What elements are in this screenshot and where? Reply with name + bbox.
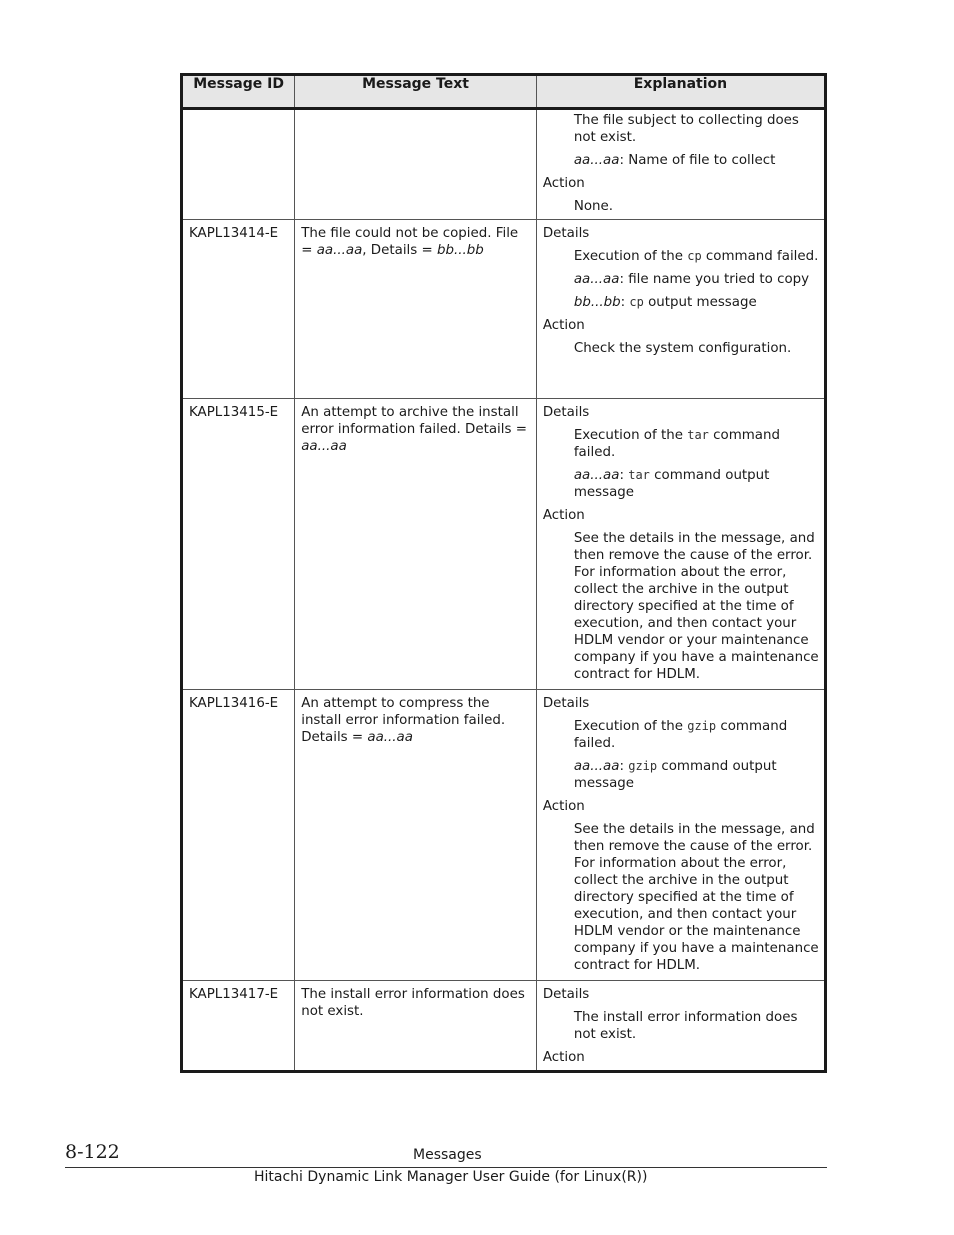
details-label: Details	[542, 696, 590, 711]
details-label: Details	[542, 226, 590, 241]
table-row	[182, 220, 826, 399]
explanation-cell	[536, 981, 825, 1072]
action-label: Action	[542, 1050, 585, 1065]
message-id-cell: KAPL13417-E	[182, 981, 295, 1072]
footer-section-title: Messages	[413, 1147, 482, 1163]
table-row	[182, 399, 826, 690]
page-number: 8-122	[65, 1141, 120, 1163]
table-row	[182, 109, 826, 220]
action-label: Action	[542, 318, 585, 333]
message-id-cell: KAPL13415-E	[182, 399, 295, 690]
explanation-line: Check the system configuration.	[573, 341, 792, 356]
message-text-cell: An attempt to compress the install error information failed. Details = aa...aa	[295, 690, 537, 981]
message-id-cell: KAPL13416-E	[182, 690, 295, 981]
action-label: Action	[542, 176, 585, 191]
explanation-line: bb...bb: cp output message	[573, 295, 757, 310]
table-header-row	[182, 75, 826, 109]
action-label: Action	[542, 508, 585, 523]
explanation-line: None.	[573, 199, 614, 214]
message-text-cell: The install error information does not exist.	[295, 981, 537, 1072]
message-id-cell: KAPL13414-E	[182, 220, 295, 399]
explanation-cell	[536, 690, 825, 981]
footer-guide-title: Hitachi Dynamic Link Manager User Guide (for Linux(R))	[254, 1169, 648, 1185]
table-row	[182, 690, 826, 981]
explanation-line: aa...aa: file name you tried to copy	[573, 272, 810, 287]
explanation-line: aa...aa: gzip command output message	[573, 759, 777, 791]
message-id-cell	[182, 109, 295, 220]
table-row	[182, 981, 826, 1072]
explanation-line: Execution of the tar command failed.	[573, 428, 780, 460]
message-text-cell: The file could not be copied. File = aa...aa, Details = bb...bb	[295, 220, 537, 399]
footer-divider	[65, 1167, 827, 1168]
details-label: Details	[542, 405, 590, 420]
explanation-line: Execution of the cp command failed.	[573, 249, 819, 264]
explanation-cell	[536, 399, 825, 690]
explanation-cell	[536, 220, 825, 399]
action-label: Action	[542, 799, 585, 814]
explanation-line: aa...aa: Name of file to collect	[573, 153, 776, 168]
header-explanation: Explanation	[536, 75, 825, 109]
explanation-line: See the details in the message, and then remove the cause of the error. For information about the error, collect the archive in the output directory specified at the time of execution, and then contact your HDLM vendor or your maintenance company if you have a maintenance contract for HDLM.	[573, 531, 819, 682]
header-message-id: Message ID	[182, 75, 295, 109]
details-label: Details	[542, 987, 590, 1002]
explanation-line: See the details in the message, and then remove the cause of the error. For information about the error, collect the archive in the output directory specified at the time of execution, and then contact your HDLM vendor or the maintenance company if you have a maintenance contract for HDLM.	[573, 822, 819, 973]
explanation-line: The install error information does not exist.	[573, 1010, 798, 1042]
explanation-cell	[536, 109, 825, 220]
header-message-text: Message Text	[295, 75, 537, 109]
explanation-line: Execution of the gzip command failed.	[573, 719, 788, 751]
explanation-line: The file subject to collecting does not exist.	[573, 113, 799, 145]
message-text-cell	[295, 109, 537, 220]
message-text-cell: An attempt to archive the install error information failed. Details = aa...aa	[295, 399, 537, 690]
messages-table	[180, 73, 827, 1073]
explanation-line: aa...aa: tar command output message	[573, 468, 770, 500]
